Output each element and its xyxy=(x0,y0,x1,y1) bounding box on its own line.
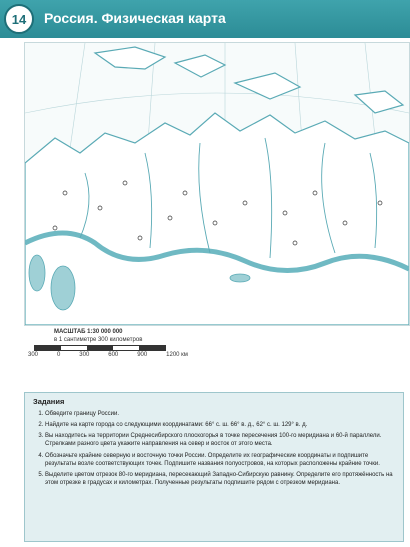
scale-bar xyxy=(34,345,166,351)
page-title: Россия. Физическая карта xyxy=(44,10,226,26)
map-scale xyxy=(28,329,228,363)
scale-title: МАСШТАБ 1:30 000 000 xyxy=(54,329,123,335)
tasks-list xyxy=(33,410,395,487)
scale-label: 300 xyxy=(28,352,39,358)
page-number-badge: 14 xyxy=(4,4,34,34)
page-header xyxy=(0,0,410,38)
scale-label: 300 xyxy=(79,352,90,358)
task-item: 1. Обведите границу России. xyxy=(45,410,395,418)
task-item: 5. Выделите цветом отрезок 80-го меридиана, пересекающий Западно-Сибирскую равнину. Определите его протяжённость на этом отрезке в градусах и километрах. Полученные результаты подпишите рядом с отрезком меридиана. xyxy=(45,471,395,487)
scale-subtitle: в 1 сантиметре 300 километров xyxy=(54,337,143,343)
task-item: 3. Вы находитесь на территории Среднесибирского плоскогорья в точке пересечения 100-го меридиана и 60-й параллели. Стрелками разного цвета укажите направления на север и восток от этого места. xyxy=(45,432,395,448)
coastline xyxy=(25,47,409,325)
map-drawing xyxy=(25,43,409,325)
scale-label: 0 xyxy=(56,352,61,358)
tasks-heading: Задания xyxy=(33,397,65,406)
tasks-panel xyxy=(24,392,404,542)
task-item: 4. Обозначьте крайние северную и восточную точки России. Определите их географические координаты и подпишите результаты возле соответствующих точек. Подпишите названия полуостровов, на которых расположены крайние точки. xyxy=(45,452,395,468)
contour-map xyxy=(24,42,410,326)
scale-label: 900 xyxy=(137,352,148,358)
scale-labels xyxy=(28,352,188,358)
scale-label: 600 xyxy=(108,352,119,358)
task-item: 2. Найдите на карте города со следующими координатами: 66° с. ш. 66° в. д., 62° с. ш. 129° в. д. xyxy=(45,421,395,429)
scale-label: 1200 км xyxy=(166,352,188,358)
